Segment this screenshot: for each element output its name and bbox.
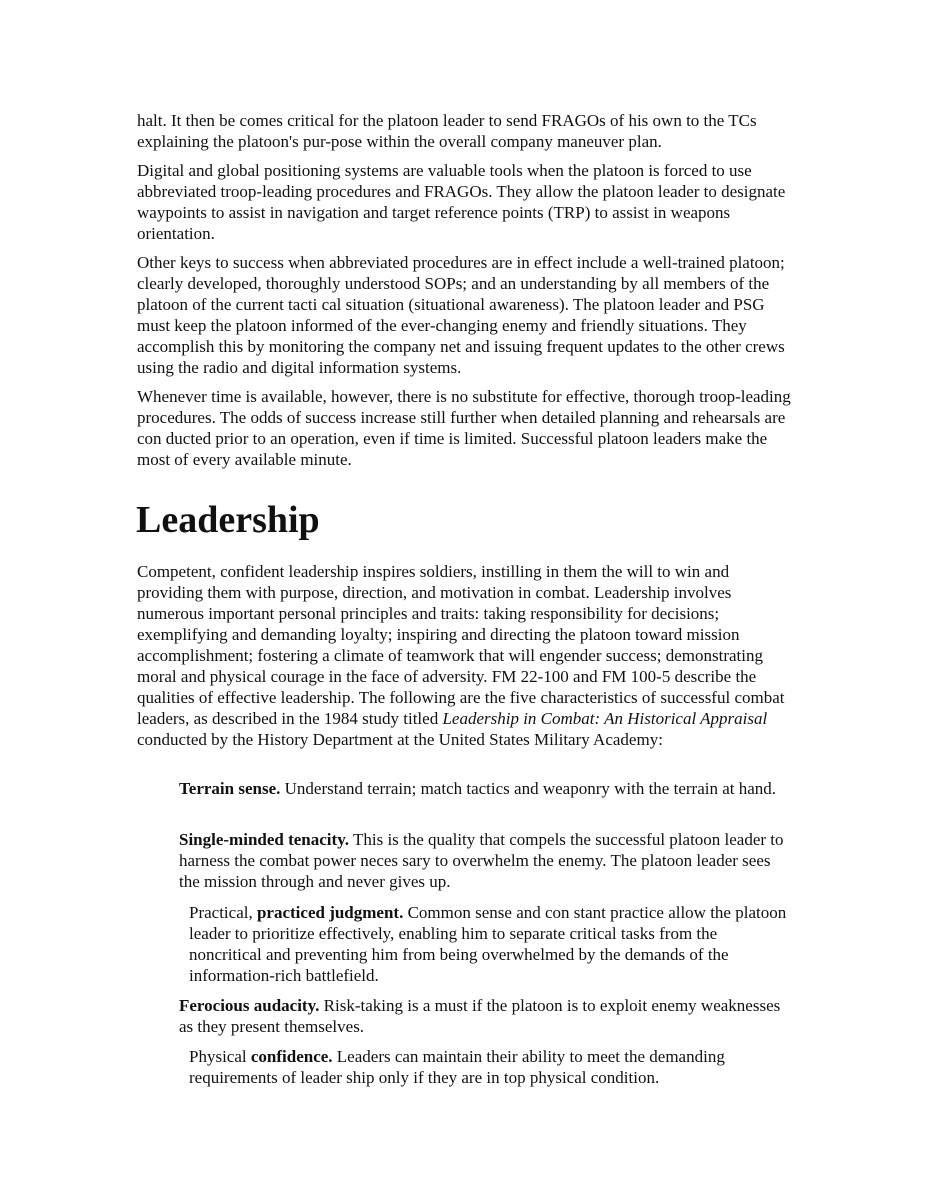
characteristic-text: Leaders can maintain their ability to meet the demanding requirements of leader ship only if they are in top physical condition.	[189, 1047, 725, 1087]
characteristic-item	[179, 829, 789, 892]
characteristic-item	[179, 995, 789, 1037]
characteristic-item	[189, 1046, 792, 1088]
characteristic-text: Understand terrain; match tactics and weaponry with the terrain at hand.	[284, 779, 777, 798]
intro-text-end: conducted by the History Department at the United States Military Academy:	[137, 730, 663, 749]
paragraph-troop-leading: Whenever time is available, however, there is no substitute for effective, thorough troop-leading procedures. The odds of success increase still further when detailed planning and rehearsals are con ducted prior to an operation, even if time is limited. Successful platoon leaders make the most of every available minute.	[137, 387, 791, 469]
characteristic-term: Terrain sense.	[179, 779, 281, 798]
paragraph-keys-to-success: Other keys to success when abbreviated procedures are in effect include a well-trained platoon; clearly developed, thoroughly understood SOPs; and an understanding by all members of the platoon of the current tacti cal situation (situational awareness). The platoon leader and PSG must keep the platoon informed of the ever-changing enemy and friendly situations. They accomplish this by monitoring the company net and issuing frequent updates to the other crews using the radio and digital information systems.	[137, 253, 785, 377]
characteristic-term: Ferocious audacity.	[179, 996, 320, 1015]
intro-text: Competent, confident leadership inspires soldiers, instilling in them the will to win and providing them with purpose, direction, and motivation in combat. Leadership involves numerous important personal principles and traits: taking responsibility for decisions; exemplifying and demanding loyalty; inspiring and directing the platoon toward mission accomplishment; fostering a climate of teamwork that will engender success; demonstrating moral and physical courage in the face of adversity. FM 22-100 and FM 100-5 describe the qualities of effective leadership. The following are the five characteristics of successful combat leaders, as described in the 1984 study titled	[137, 562, 785, 728]
characteristic-item	[189, 902, 792, 986]
characteristic-text: Common sense and con stant practice allow the platoon leader to prioritize effectively, enabling him to separate critical tasks from the noncritical and preventing him from being overwhelmed by the demands of the information-rich battlefield.	[189, 903, 787, 985]
characteristic-term: confidence.	[250, 1047, 333, 1066]
characteristic-prefix: Practical,	[189, 903, 253, 922]
characteristic-item	[179, 778, 789, 799]
characteristic-term: Single-minded tenacity.	[179, 830, 350, 849]
paragraph-leadership-intro	[137, 561, 792, 750]
characteristic-term: practiced judgment.	[256, 903, 404, 922]
section-heading-leadership: Leadership	[136, 499, 320, 541]
characteristic-text: This is the quality that compels the successful platoon leader to harness the combat power neces sary to overwhelm the enemy. The platoon leader sees the mission through and never gives up.	[179, 830, 784, 891]
paragraph-frago-halt: halt. It then be comes critical for the platoon leader to send FRAGOs of his own to the TCs explaining the platoon's pur-pose within the overall company maneuver plan.	[137, 111, 757, 151]
characteristic-text: Risk-taking is a must if the platoon is to exploit enemy weaknesses as they present themselves.	[179, 996, 781, 1036]
characteristic-prefix: Physical	[189, 1047, 247, 1066]
study-title: Leadership in Combat: An Historical Appraisal	[442, 709, 768, 728]
paragraph-digital-systems: Digital and global positioning systems are valuable tools when the platoon is forced to use abbreviated troop-leading procedures and FRAGOs. They allow the platoon leader to designate waypoints to assist in navigation and target reference points (TRP) to assist in weapons orientation.	[137, 161, 786, 243]
